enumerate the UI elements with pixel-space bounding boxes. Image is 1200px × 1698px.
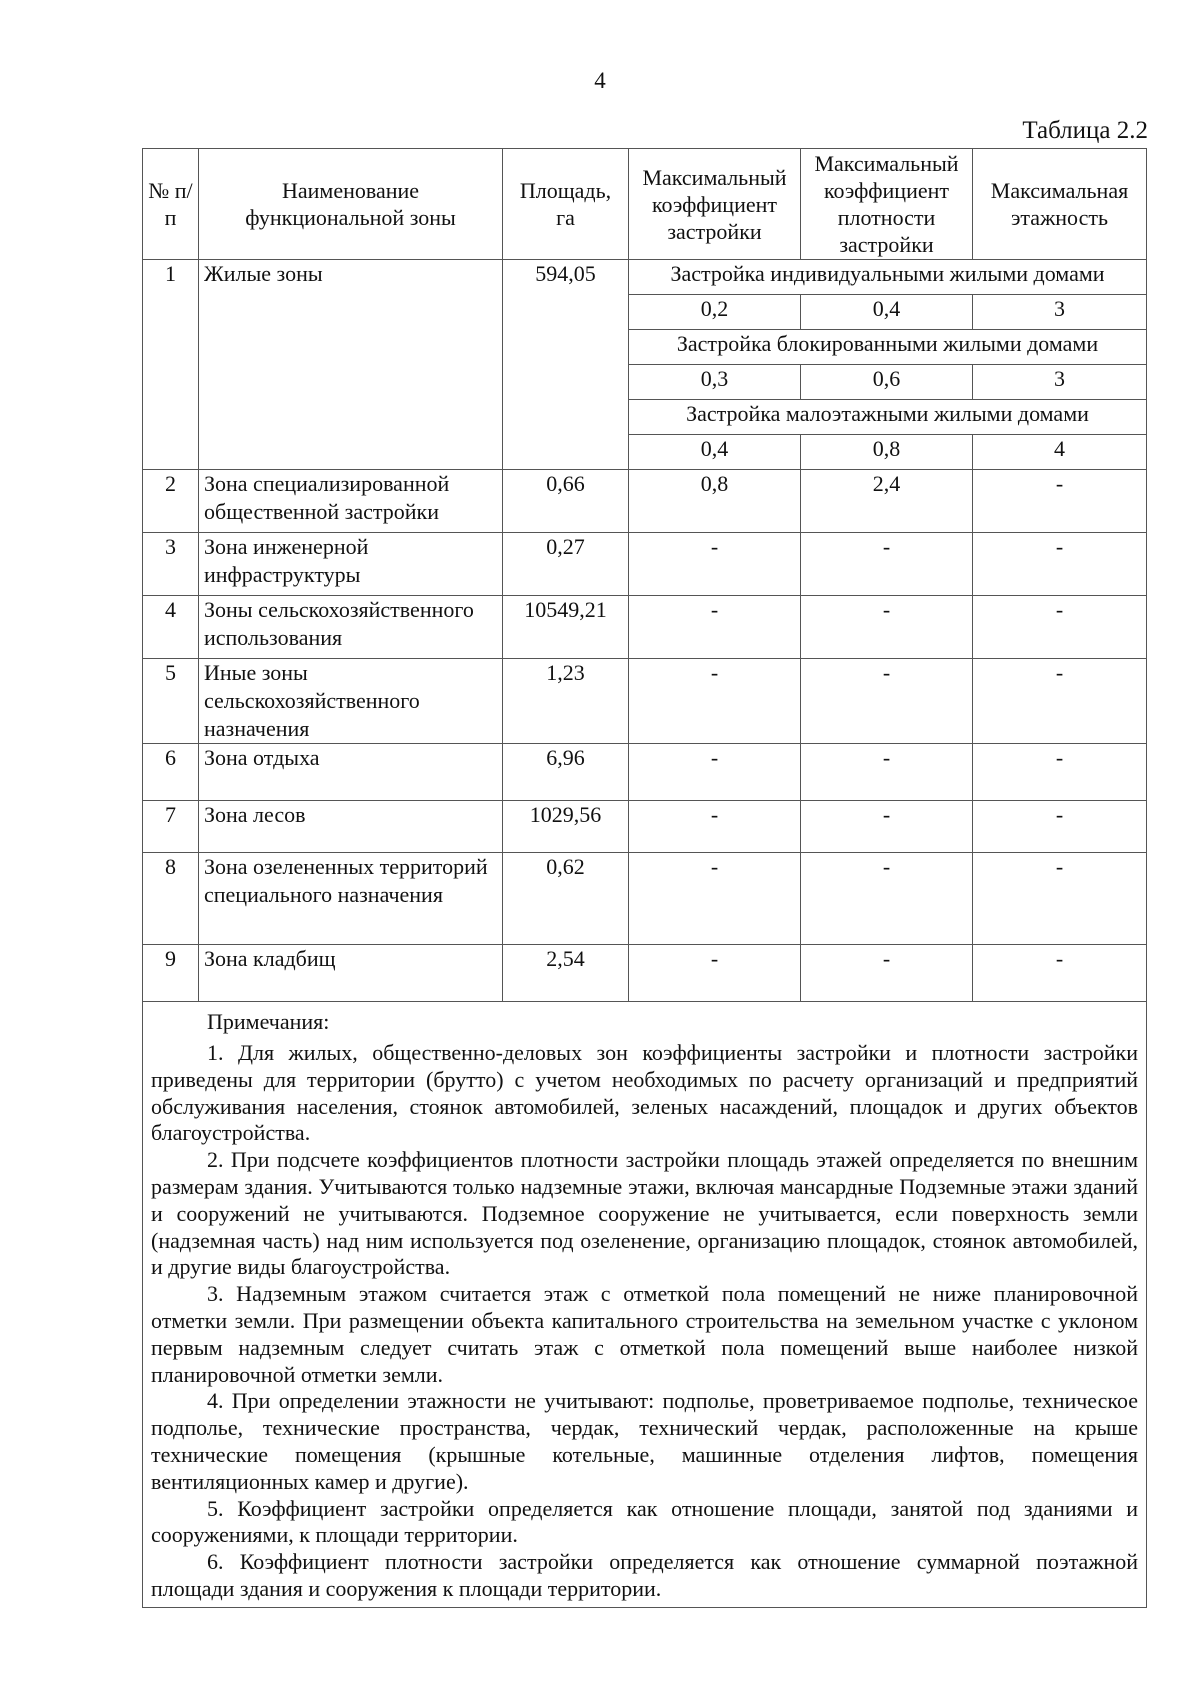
- row-zone-name: Зона инженерной инфраструктуры: [199, 533, 503, 596]
- row-floors: -: [973, 596, 1147, 659]
- row-floors: -: [973, 801, 1147, 853]
- row-zone-name: Жилые зоны: [199, 260, 503, 470]
- residential-subtype-label-row: [143, 260, 1147, 295]
- row-density: 2,4: [801, 470, 973, 533]
- subtype-label: Застройка блокированными жилыми домами: [629, 330, 1147, 365]
- row-area: 1,23: [503, 659, 629, 744]
- note-item: 5. Коэффициент застройки определяется как отношение площади, занятой под зданиями и сооружениями, к площади территории.: [151, 1495, 1138, 1548]
- row-floors: -: [973, 853, 1147, 945]
- note-item: 2. При подсчете коэффициентов плотности застройки площадь этажей определяется по внешним размерам здания. Учитываются только надземные этажи, включая мансардные Подземные этажи зданий и сооружений не учитываются. Подземное сооружение не учитывается, если поверхность земли (надземная часть) над ним используется под озеленение, организацию площадок, стоянок автомобилей, и другие виды благоустройства.: [151, 1147, 1138, 1280]
- row-area: 0,27: [503, 533, 629, 596]
- row-num: 9: [143, 945, 199, 1002]
- header-zone-name: Наименование функциональной зоны: [199, 149, 503, 260]
- row-area: 1029,56: [503, 801, 629, 853]
- functional-zones-table: [142, 148, 1147, 1608]
- row-area: 10549,21: [503, 596, 629, 659]
- table-row: [143, 744, 1147, 801]
- subtype-label: Застройка индивидуальными жилыми домами: [629, 260, 1147, 295]
- subtype-density: 0,4: [801, 295, 973, 330]
- header-area: Площадь, га: [503, 149, 629, 260]
- row-num: 6: [143, 744, 199, 801]
- notes-title: Примечания:: [207, 1009, 330, 1034]
- row-num: 3: [143, 533, 199, 596]
- subtype-floors: 3: [973, 295, 1147, 330]
- row-num: 1: [143, 260, 199, 470]
- row-num: 2: [143, 470, 199, 533]
- row-num: 8: [143, 853, 199, 945]
- row-zone-name: Зона отдыха: [199, 744, 503, 801]
- row-area: 2,54: [503, 945, 629, 1002]
- row-floors: -: [973, 470, 1147, 533]
- note-item: 3. Надземным этажом считается этаж с отметкой пола помещений не ниже планировочной отметки земли. При размещении объекта капитального строительства на земельном участке с уклоном первым надземным следует считать этаж с отметкой пола помещений выше наиболее низкой планировочной отметки земли.: [151, 1281, 1138, 1387]
- row-zone-name: Зона специализированной общественной застройки: [199, 470, 503, 533]
- row-coef: 0,8: [629, 470, 801, 533]
- table-row: [143, 596, 1147, 659]
- row-coef: -: [629, 945, 801, 1002]
- row-num: 4: [143, 596, 199, 659]
- row-coef: -: [629, 744, 801, 801]
- row-area: 6,96: [503, 744, 629, 801]
- row-zone-name: Зона кладбищ: [199, 945, 503, 1002]
- row-area: 0,66: [503, 470, 629, 533]
- row-coef: -: [629, 596, 801, 659]
- page-number: 4: [594, 68, 606, 93]
- row-num: 7: [143, 801, 199, 853]
- row-zone-name: Иные зоны сельскохозяйственного назначения: [199, 659, 503, 744]
- row-coef: -: [629, 801, 801, 853]
- subtype-floors: 4: [973, 435, 1147, 470]
- row-density: -: [801, 533, 973, 596]
- table-row: [143, 801, 1147, 853]
- table-row: [143, 533, 1147, 596]
- header-num: № п/п: [143, 149, 199, 260]
- subtype-coef: 0,3: [629, 365, 801, 400]
- row-coef: -: [629, 853, 801, 945]
- notes-cell: [143, 1002, 1147, 1608]
- subtype-floors: 3: [973, 365, 1147, 400]
- row-floors: -: [973, 945, 1147, 1002]
- subtype-label: Застройка малоэтажными жилыми домами: [629, 400, 1147, 435]
- row-density: -: [801, 596, 973, 659]
- row-floors: -: [973, 659, 1147, 744]
- row-coef: -: [629, 659, 801, 744]
- row-area: 0,62: [503, 853, 629, 945]
- table-row: [143, 659, 1147, 744]
- note-item: 6. Коэффициент плотности застройки определяется как отношение суммарной поэтажной площади здания и сооружения к площади территории.: [151, 1549, 1138, 1601]
- subtype-coef: 0,4: [629, 435, 801, 470]
- row-floors: -: [973, 533, 1147, 596]
- table-header-row: [143, 149, 1147, 260]
- row-coef: -: [629, 533, 801, 596]
- subtype-coef: 0,2: [629, 295, 801, 330]
- note-item: 4. При определении этажности не учитывают: подполье, проветриваемое подполье, техническое подполье, технические пространства, чердак, технический чердак, расположенные на крыше технические помещения (крышные котельные, машинные отделения лифтов, помещения вентиляционных камер и другие).: [151, 1388, 1138, 1494]
- row-density: -: [801, 853, 973, 945]
- table-row: [143, 470, 1147, 533]
- row-zone-name: Зона лесов: [199, 801, 503, 853]
- table-row: [143, 853, 1147, 945]
- header-max-density: Максимальный коэффициент плотности застройки: [801, 149, 973, 260]
- row-density: -: [801, 744, 973, 801]
- table-caption: Таблица 2.2: [1022, 117, 1148, 144]
- row-density: -: [801, 801, 973, 853]
- header-max-floors: Максимальная этажность: [973, 149, 1147, 260]
- note-item: 1. Для жилых, общественно-деловых зон коэффициенты застройки и плотности застройки приведены для территории (брутто) с учетом необходимых по расчету организаций и предприятий обслуживания населения, стоянок автомобилей, зеленых насаждений, площадок и других объектов благоустройства.: [151, 1040, 1138, 1146]
- row-floors: -: [973, 744, 1147, 801]
- row-num: 5: [143, 659, 199, 744]
- notes-row: [143, 1002, 1147, 1608]
- header-max-coef: Максимальный коэффициент застройки: [629, 149, 801, 260]
- subtype-density: 0,8: [801, 435, 973, 470]
- row-density: -: [801, 659, 973, 744]
- row-area: 594,05: [503, 260, 629, 470]
- table-row: [143, 945, 1147, 1002]
- row-zone-name: Зона озелененных территорий специального назначения: [199, 853, 503, 945]
- row-density: -: [801, 945, 973, 1002]
- row-zone-name: Зоны сельскохозяйственного использования: [199, 596, 503, 659]
- subtype-density: 0,6: [801, 365, 973, 400]
